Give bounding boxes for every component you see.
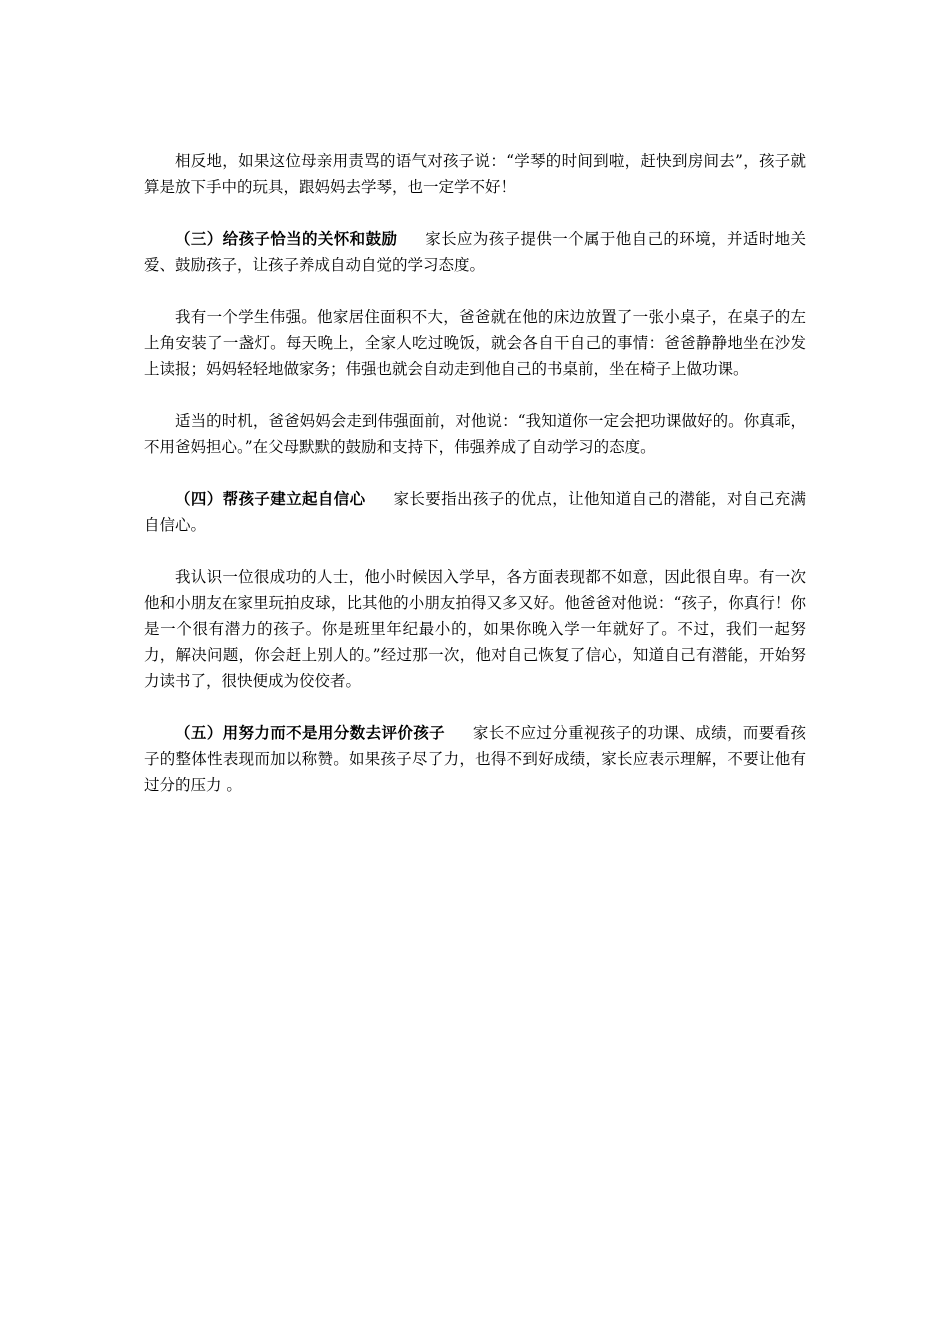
section-four — [144, 486, 806, 538]
section-three — [144, 226, 806, 278]
paragraph-scolding-example: 相反地，如果这位母亲用责骂的语气对孩子说：“学琴的时间到啦，赶快到房间去”，孩子就算是放下手中的玩具，跟妈妈去学琴，也一定学不好！ — [144, 152, 806, 196]
section-five — [144, 720, 806, 798]
paragraph-successful-person-story: 我认识一位很成功的人士，他小时候因入学早，各方面表现都不如意，因此很自卑。有一次他和小朋友在家里玩拍皮球，比其他的小朋友拍得又多又好。他爸爸对他说：“孩子，你真行！你是一个很有潜力的孩子。你是班里年纪最小的，如果你晚入学一年就好了。不过，我们一起努力，解决问题，你会赶上别人的。”经过那一次，他对自己恢复了信心，知道自己有潜能，开始努力读书了，很快便成为佼佼者。 — [144, 568, 806, 690]
paragraph-gap — [144, 694, 806, 720]
paragraph-gap — [144, 382, 806, 408]
paragraph-gap — [144, 460, 806, 486]
paragraph-parents-encouragement: 适当的时机，爸爸妈妈会走到伟强面前，对他说：“我知道你一定会把功课做好的。你真乖，不用爸妈担心。”在父母默默的鼓励和支持下，伟强养成了自动学习的态度。 — [144, 412, 806, 456]
section-four-text: 家长要指出孩子的优点，让他知道自己的潜能，对自己充满自信心。 — [144, 490, 806, 534]
section-four-heading: （四）帮孩子建立起自信心 — [175, 489, 366, 508]
paragraph-gap — [144, 278, 806, 304]
paragraph-gap — [144, 538, 806, 564]
paragraph-gap — [144, 200, 806, 226]
section-three-text: 家长应为孩子提供一个属于他自己的环境，并适时地关爱、鼓励孩子，让孩子养成自动自觉的学习态度。 — [144, 230, 806, 274]
document-page — [144, 148, 806, 798]
section-five-text: 家长不应过分重视孩子的功课、成绩，而要看孩子的整体性表现而加以称赞。如果孩子尽了力，也得不到好成绩，家长应表示理解，不要让他有过分的压力 。 — [144, 724, 806, 794]
section-five-heading: （五）用努力而不是用分数去评价孩子 — [175, 723, 445, 742]
section-three-heading: （三）给孩子恰当的关怀和鼓励 — [175, 229, 398, 248]
paragraph-weiqiang-story: 我有一个学生伟强。他家居住面积不大，爸爸就在他的床边放置了一张小桌子，在桌子的左上角安装了一盏灯。每天晚上，全家人吃过晚饭，就会各自干自己的事情：爸爸静静地坐在沙发上读报；妈妈轻轻地做家务；伟强也就会自动走到他自己的书桌前，坐在椅子上做功课。 — [144, 308, 806, 378]
